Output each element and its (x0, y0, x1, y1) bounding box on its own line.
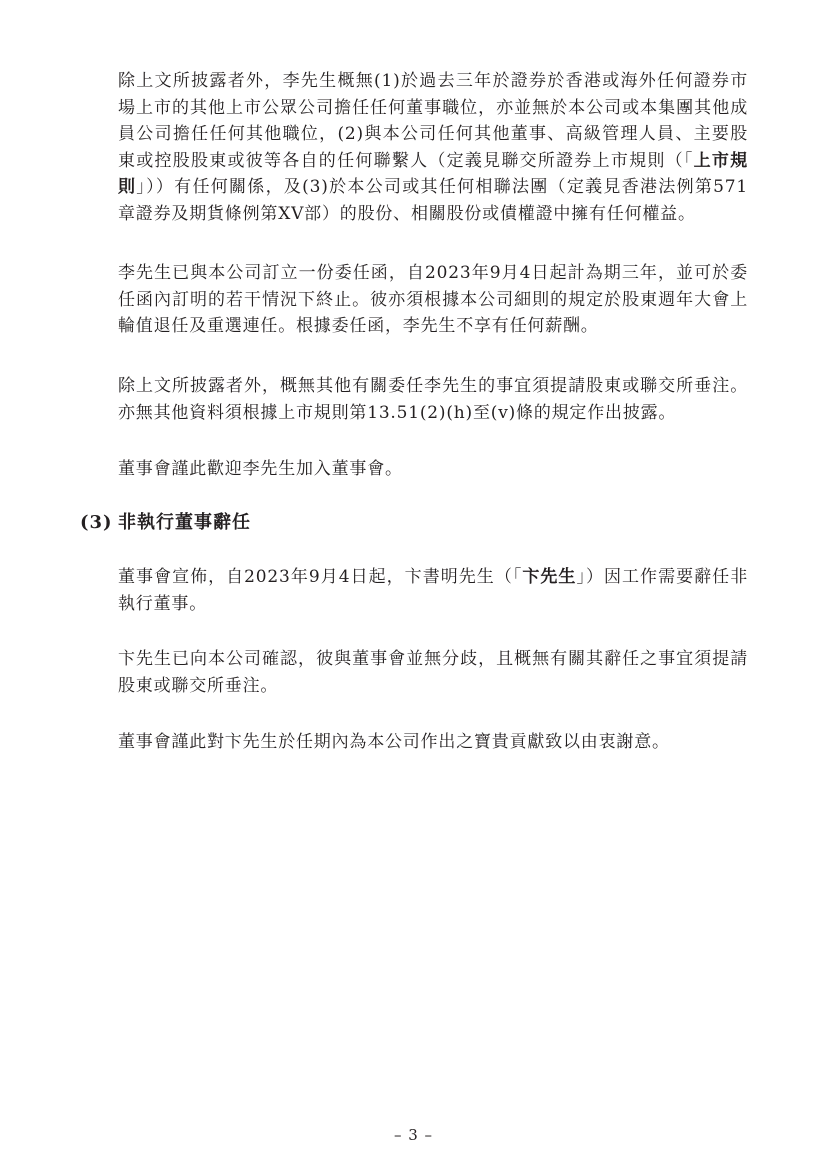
paragraph-welcome: 董事會謹此歡迎李先生加入董事會。 (118, 459, 403, 479)
defined-term-bian: 卞先生 (522, 567, 577, 587)
paragraph-disclosure-li (118, 68, 748, 227)
section-heading (80, 508, 251, 534)
paragraph-no-other-matters: 除上文所披露者外，概無其他有關委任李先生的事宜須提請股東或聯交所垂注。亦無其他資料須根據上市規則第13.51(2)(h)至(v)條的規定作出披露。 (118, 376, 748, 423)
section-number: (3) (80, 512, 113, 533)
paragraph-text: 董事會宣佈，自2023年9月4日起，卞書明先生（「 (118, 567, 523, 587)
paragraph-appointment-letter: 李先生已與本公司訂立一份委任函，自2023年9月4日起計為期三年，並可於委任函內訂明的若干情況下終止。彼亦須根據本公司細則的規定於股東週年大會上輪值退任及重選連任。根據委任函，李先生不享有任何薪酬。 (118, 263, 748, 336)
paragraph-text: 」）因工作需要辭任非執行董事。 (118, 567, 748, 614)
paragraph-no-disagreement: 卞先生已向本公司確認，彼與董事會並無分歧，且概無有關其辭任之事宜須提請股東或聯交所垂注。 (118, 649, 748, 696)
page-number: – 3 – (393, 1126, 434, 1144)
paragraph-text: 」））有任何關係，及(3)於本公司或其任何相聯法團（定義見香港法例第571章證券及期貨條例第XV部）的股份、相關股份或債權證中擁有任何權益。 (118, 177, 748, 224)
paragraph-text: 除上文所披露者外，李先生概無(1)於過去三年於證券於香港或海外任何證券市場上市的其他上市公眾公司擔任任何董事職位，亦並無於本公司或本集團其他成員公司擔任任何其他職位，(2)與本公司任何其他董事、高級管理人員、主要股東或控股股東或彼等各自的任何聯繫人（定義見聯交所證券上市規則（「 (118, 71, 748, 171)
paragraph-gratitude: 董事會謹此對卞先生於任期內為本公司作出之寶貴貢獻致以由衷謝意。 (118, 732, 670, 752)
paragraph-resignation-announcement (118, 564, 748, 617)
section-title: 非執行董事辭任 (118, 512, 251, 533)
defined-term-listing-rules: 上市規則 (118, 150, 748, 197)
